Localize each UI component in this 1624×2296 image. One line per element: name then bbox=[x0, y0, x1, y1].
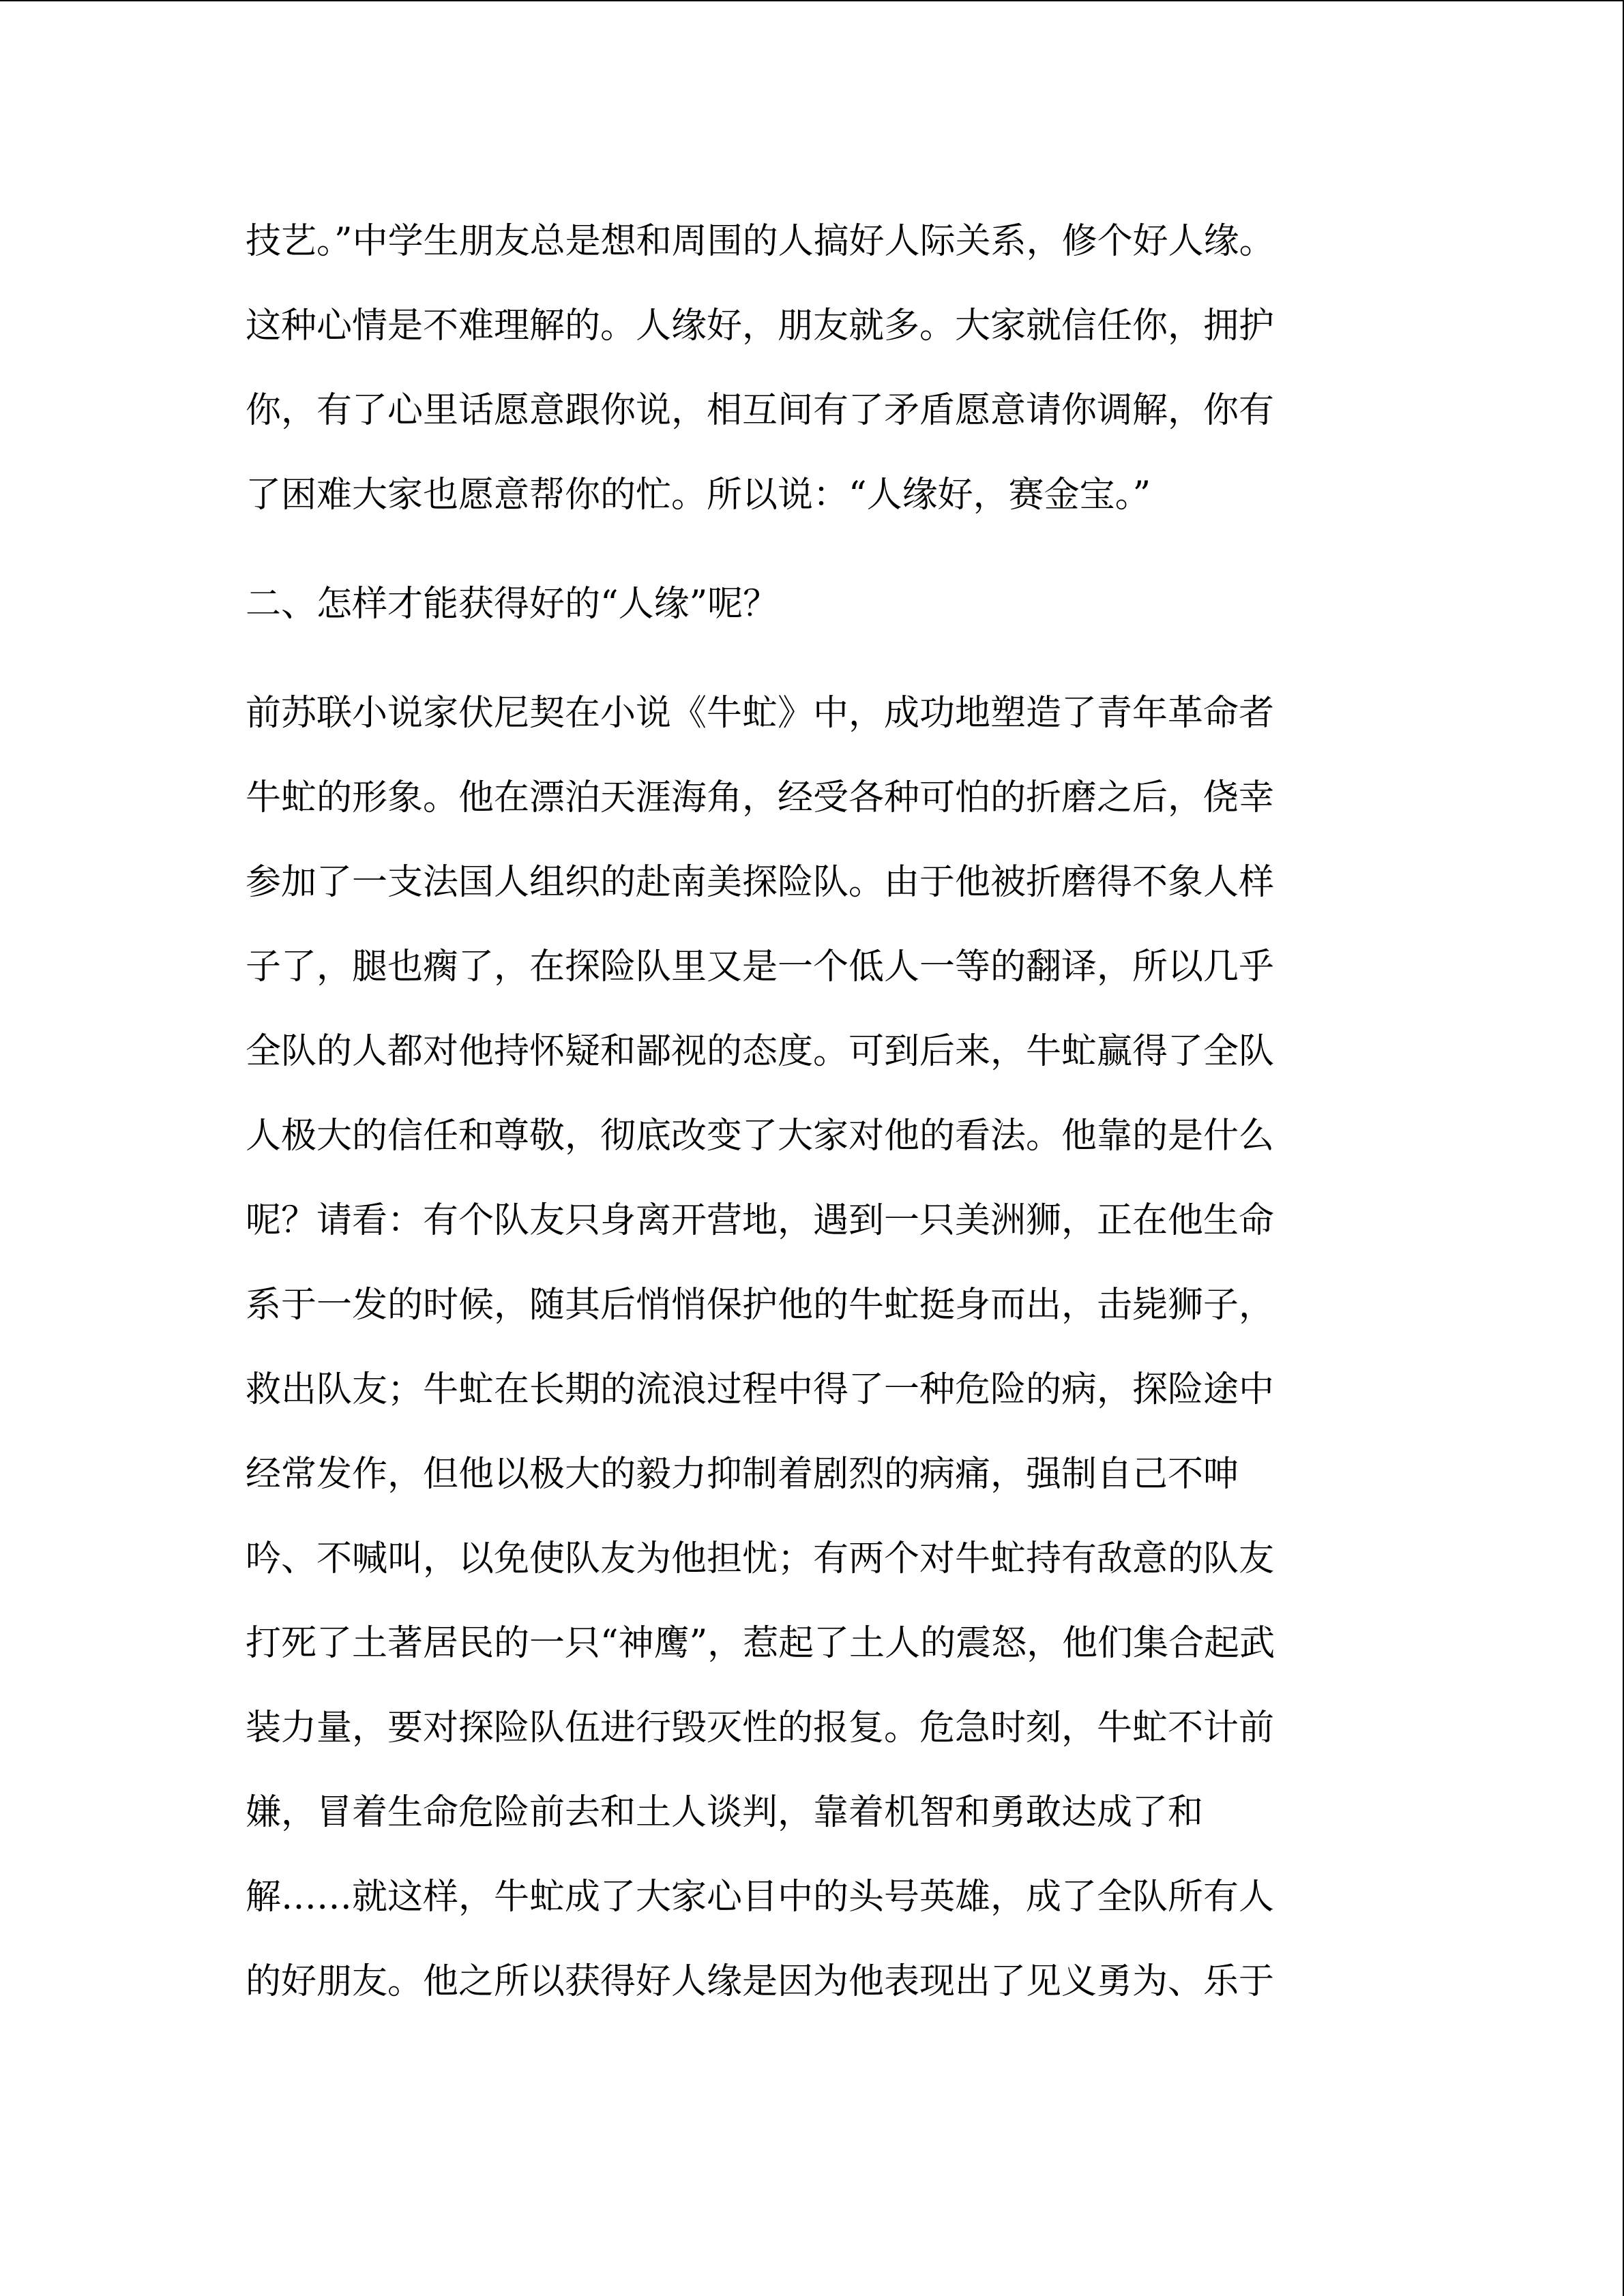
paragraph-2-line-5: 全队的人都对他持怀疑和鄙视的态度。可到后来，牛虻赢得了全队 bbox=[246, 1031, 1275, 1072]
paragraph-2-line-16: 的好朋友。他之所以获得好人缘是因为他表现出了见义勇为、乐于 bbox=[246, 1961, 1275, 2002]
paragraph-2-line-8: 系于一发的时候，随其后悄悄保护他的牛虻挺身而出，击毙狮子， bbox=[246, 1285, 1275, 1326]
paragraph-spacer bbox=[246, 544, 1378, 569]
paragraph-2-line-12: 打死了土著居民的一只“神鹰”，惹起了土人的震怒，他们集合起武 bbox=[246, 1623, 1275, 1664]
paragraph-2-line-10: 经常发作，但他以极大的毅力抑制着剧烈的病痛，强制自己不呻 bbox=[246, 1454, 1239, 1495]
paragraph-2-line-1: 前苏联小说家伏尼契在小说《牛虻》中，成功地塑造了青年革命者 bbox=[246, 693, 1275, 734]
paragraph-1-line-2: 这种心情是不难理解的。人缘好，朋友就多。大家就信任你，拥护 bbox=[246, 305, 1275, 346]
paragraph-spacer bbox=[246, 653, 1378, 678]
paragraph-1-line-3: 你，有了心里话愿意跟你说，相互间有了矛盾愿意请你调解，你有 bbox=[246, 390, 1275, 431]
paragraph-2-line-7: 呢？请看：有个队友只身离开营地，遇到一只美洲狮，正在他生命 bbox=[246, 1200, 1275, 1241]
paragraph-2-line-4: 子了，腿也瘸了，在探险队里又是一个低人一等的翻译，所以几乎 bbox=[246, 946, 1275, 987]
paragraph-2-line-6: 人极大的信任和尊敬，彻底改变了大家对他的看法。他靠的是什么 bbox=[246, 1116, 1275, 1157]
paragraph-2-line-13: 装力量，要对探险队伍进行毁灭性的报复。危急时刻，牛虻不计前 bbox=[246, 1708, 1275, 1748]
paragraph-1-line-4: 了困难大家也愿意帮你的忙。所以说：“人缘好，赛金宝。” bbox=[246, 475, 1151, 516]
paragraph-2-line-15: 解……就这样，牛虻成了大家心目中的头号英雄，成了全队所有人 bbox=[246, 1877, 1275, 1918]
section-heading: 二、怎样才能获得好的“人缘”呢？ bbox=[246, 584, 779, 625]
paragraph-1-line-1: 技艺。”中学生朋友总是想和周围的人搞好人际关系，修个好人缘。 bbox=[246, 221, 1275, 262]
paragraph-2-line-9: 救出队友；牛虻在长期的流浪过程中得了一种危险的病，探险途中 bbox=[246, 1369, 1275, 1410]
paragraph-2-line-3: 参加了一支法国人组织的赴南美探险队。由于他被折磨得不象人样 bbox=[246, 862, 1275, 903]
paragraph-2-line-14: 嫌，冒着生命危险前去和土人谈判，靠着机智和勇敢达成了和 bbox=[246, 1792, 1204, 1833]
paragraph-2-line-2: 牛虻的形象。他在漂泊天涯海角，经受各种可怕的折磨之后，侥幸 bbox=[246, 777, 1275, 818]
document-body bbox=[246, 206, 1378, 2031]
paragraph-2-line-11: 吟、不喊叫，以免使队友为他担忧；有两个对牛虻持有敌意的队友 bbox=[246, 1538, 1275, 1579]
